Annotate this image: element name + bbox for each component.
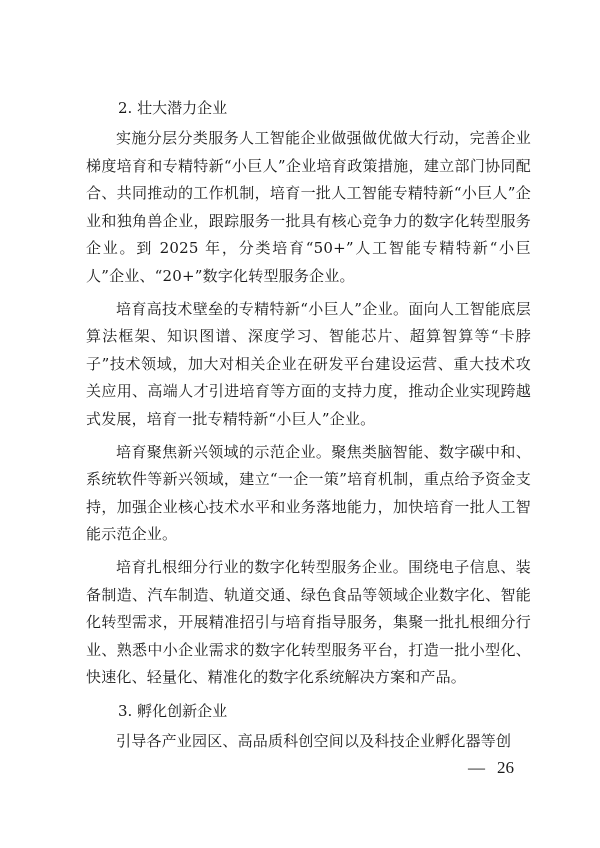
paragraph-1: 实施分层分类服务人工智能企业做强做优做大行动，完善企业梯度培育和专精特新“小巨人”企业培育政策措施，建立部门协同配合、共同推动的工作机制，培育一批人工智能专精特新“小巨人”企业和独角兽企业，跟踪服务一批具有核心竞争力的数字化转型服务企业。到 2025 年，分类培育“50+”人工智能专精特新“小巨人”企业、“20+”数字化转型服务企业。 [86, 129, 531, 285]
page-number: 26 [497, 758, 514, 777]
paragraph-2: 培育高技术壁垒的专精特新“小巨人”企业。面向人工智能底层算法框架、知识图谱、深度学习、智能芯片、超算智算等“卡脖子”技术领域，加大对相关企业在研发平台建设运营、重大技术攻关应用、高端人才引进培育等方面的支持力度，推动企业实现跨越式发展，培育一批专精特新“小巨人”企业。 [86, 299, 531, 428]
page-footer [468, 758, 514, 778]
paragraph-5: 引导各产业园区、高品质科创空间以及科技企业孵化器等创 [116, 731, 512, 750]
document-page [86, 92, 531, 760]
paragraph-4: 培育扎根细分行业的数字化转型服务企业。围绕电子信息、装备制造、汽车制造、轨道交通、绿色食品等领域企业数字化、智能化转型需求，开展精准招引与培育指导服务，集聚一批扎根细分行业、熟悉中小企业需求的数字化转型服务平台，打造一批小型化、快速化、轻量化、精准化的数字化系统解决方案和产品。 [86, 557, 531, 687]
section-heading-2: 2. 壮大潜力企业 [118, 99, 228, 117]
footer-dash: — [468, 758, 485, 777]
section-heading-3: 3. 孵化创新企业 [118, 701, 228, 720]
paragraph-3: 培育聚焦新兴领域的示范企业。聚焦类脑智能、数字碳中和、系统软件等新兴领域，建立“一企一策”培育机制，重点给予资金支持，加强企业核心技术水平和业务落地能力，加快培育一批人工智能示范企业。 [86, 442, 531, 544]
